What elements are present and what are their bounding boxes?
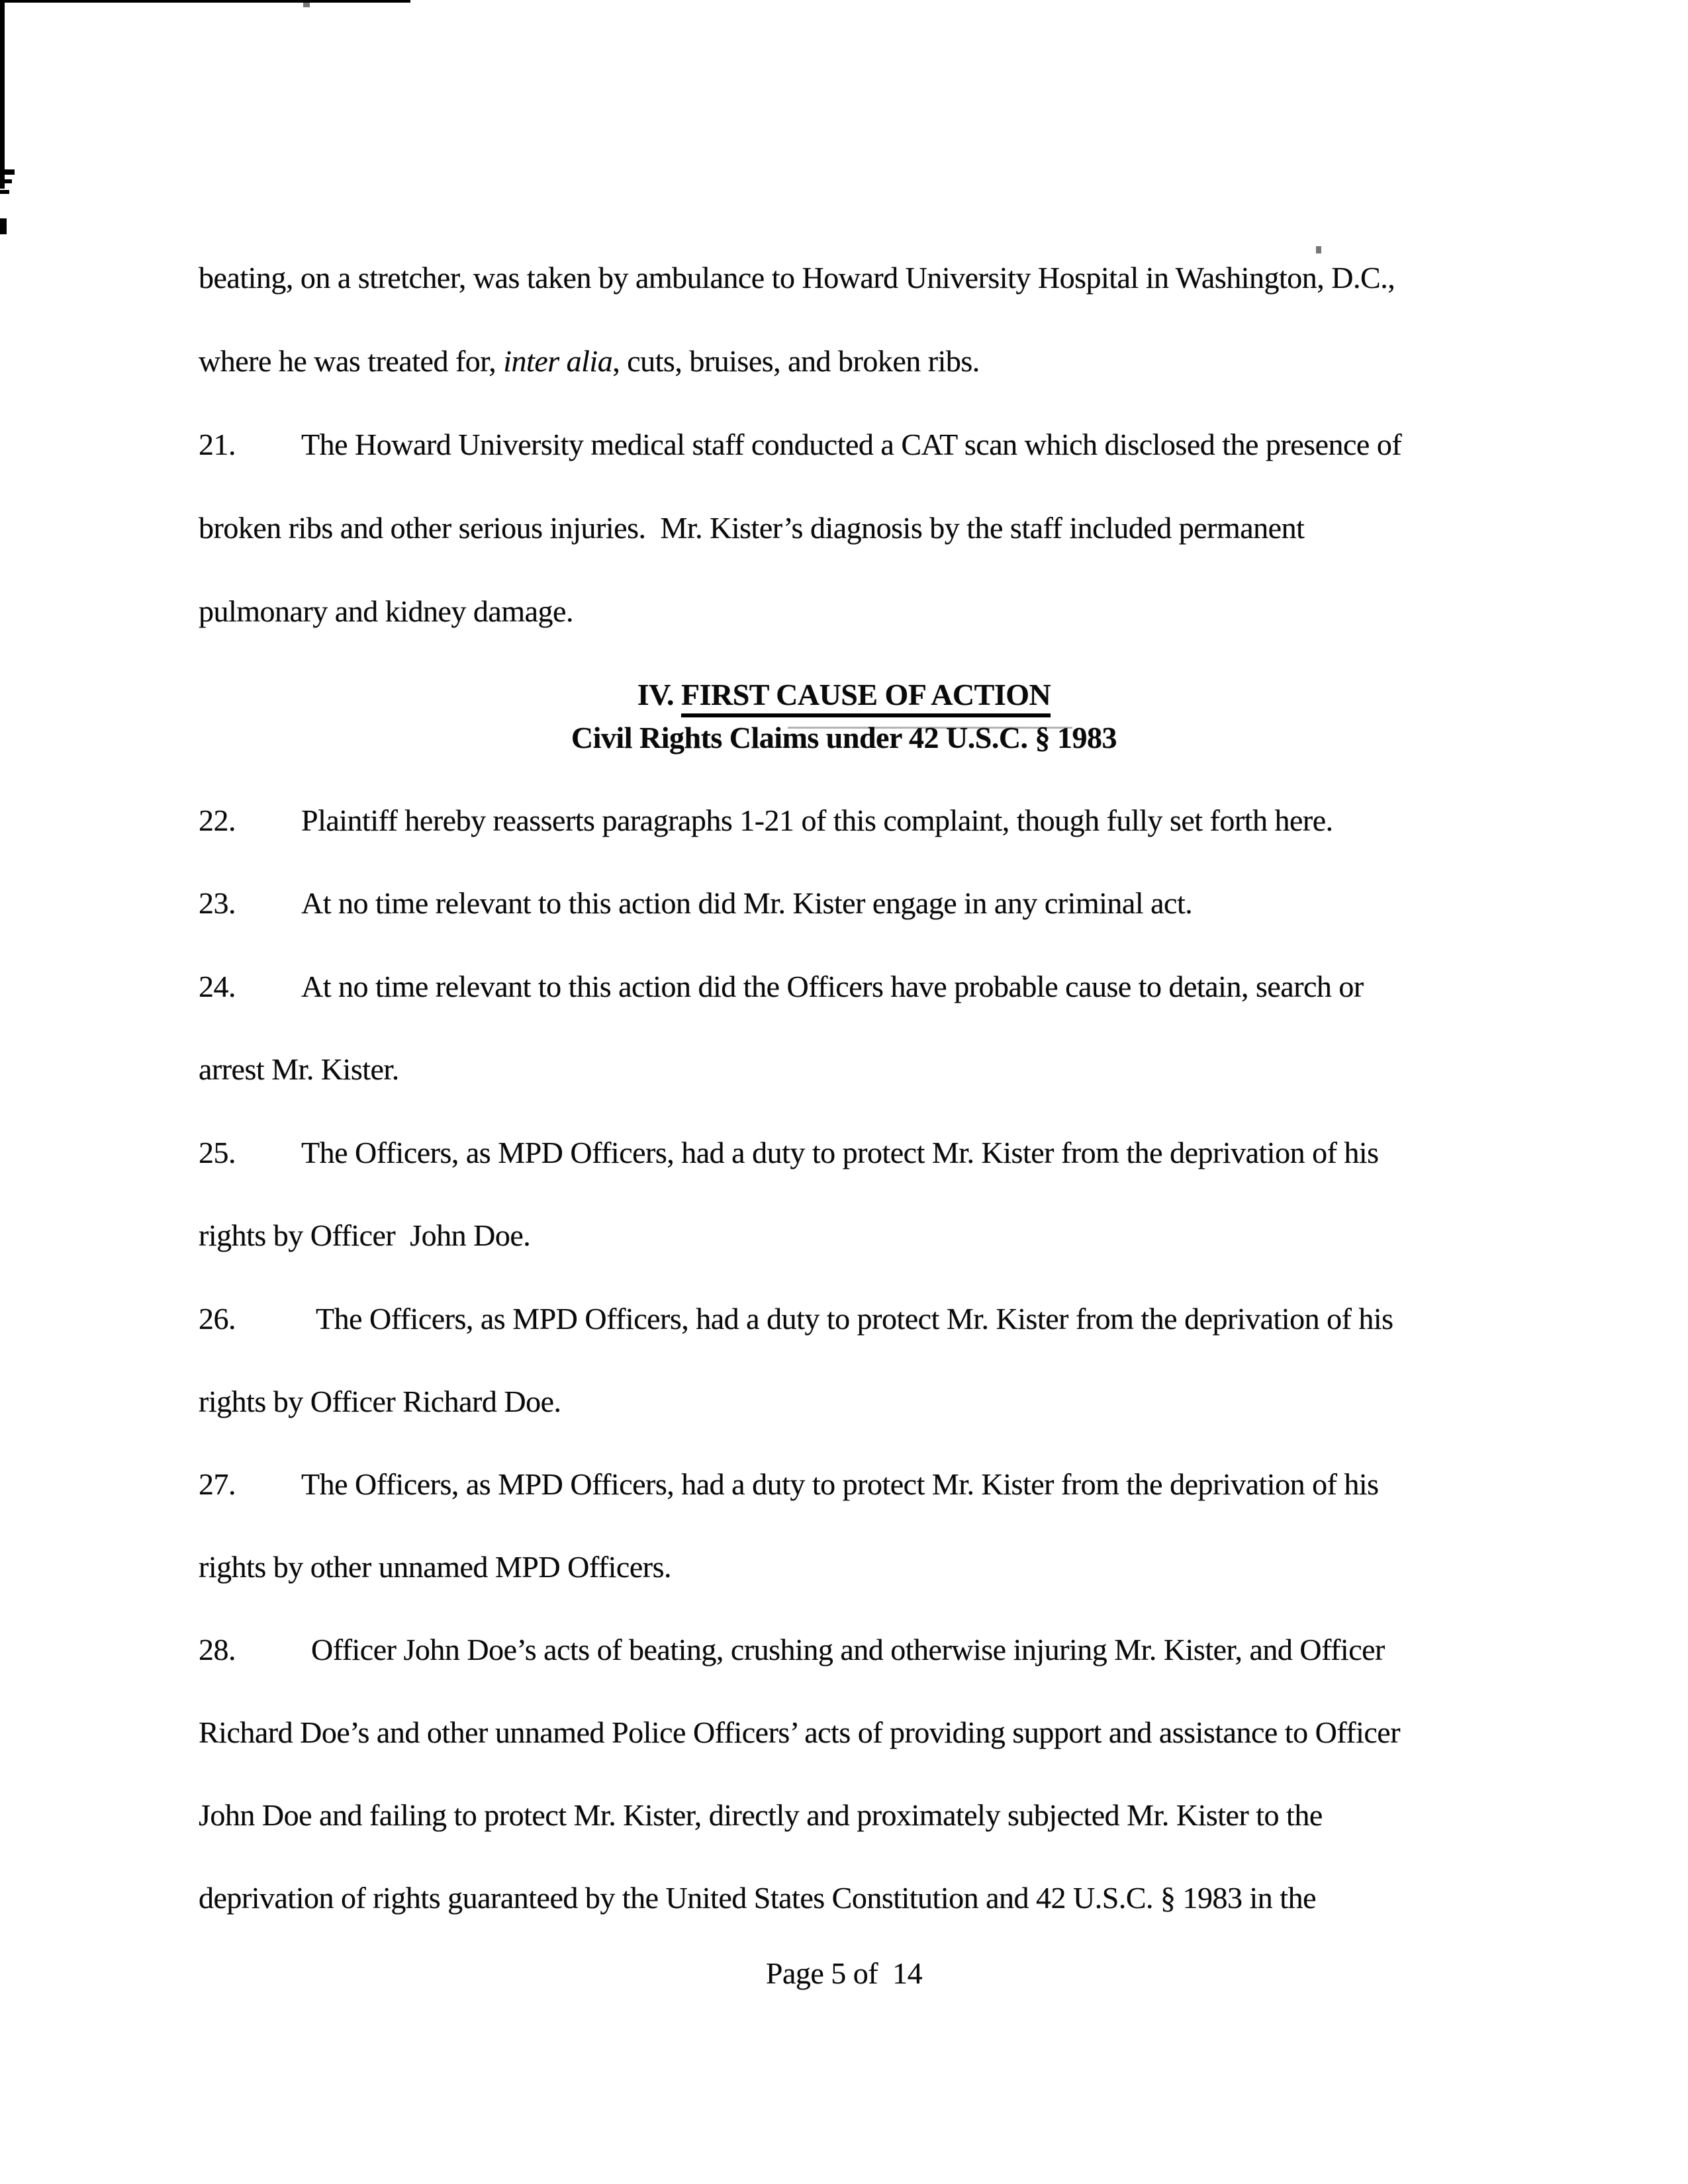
scan-artifact-top-edge bbox=[0, 0, 410, 3]
line-text: The Officers, as MPD Officers, had a duty to protect Mr. Kister from the deprivation of his bbox=[301, 1467, 1379, 1501]
line-text: Richard Doe’s and other unnamed Police Officers’ acts of providing support and assistance to Officer bbox=[199, 1715, 1401, 1749]
paragraph-number: 24. bbox=[199, 970, 236, 1003]
line-text: rights by Officer Richard Doe. bbox=[199, 1385, 561, 1418]
body-line bbox=[199, 1880, 1316, 1917]
body-line bbox=[199, 885, 1192, 922]
line-text: arrest Mr. Kister. bbox=[199, 1052, 399, 1086]
line-text: beating, on a stretcher, was taken by ambulance to Howard University Hospital in Washington, D.C., bbox=[199, 261, 1395, 295]
body-line bbox=[199, 1217, 530, 1254]
line-text: deprivation of rights guaranteed by the United States Constitution and 42 U.S.C. § 1983 in the bbox=[199, 1881, 1316, 1915]
heading-numeral: IV. bbox=[637, 678, 681, 711]
section-heading bbox=[0, 676, 1688, 713]
line-text: At no time relevant to this action did the Officers have probable cause to detain, search or bbox=[301, 970, 1364, 1003]
body-line bbox=[199, 1134, 1379, 1171]
scan-artifact-left-edge bbox=[0, 0, 5, 189]
body-line bbox=[199, 968, 1364, 1005]
heading-title-underlined: FIRST CAUSE OF ACTION bbox=[681, 678, 1051, 717]
line-text: rights by other unnamed MPD Officers. bbox=[199, 1550, 671, 1584]
body-line bbox=[199, 259, 1395, 296]
page-indicator: Page 5 of 14 bbox=[765, 1956, 923, 1990]
subheading-text: Civil Rights Claims under 42 U.S.C. § 1983 bbox=[571, 721, 1117, 754]
line-text: where he was treated for, bbox=[199, 344, 504, 378]
scan-artifact-smudge bbox=[0, 179, 12, 183]
line-text: At no time relevant to this action did Mr. Kister engage in any criminal act. bbox=[301, 886, 1193, 920]
scan-artifact-speck bbox=[1316, 246, 1321, 253]
scan-artifact-speck bbox=[303, 3, 310, 7]
line-text: Plaintiff hereby reasserts paragraphs 1-21 of this complaint, though fully set forth here. bbox=[301, 803, 1333, 837]
body-line bbox=[199, 510, 1304, 547]
line-text: pulmonary and kidney damage. bbox=[199, 594, 573, 628]
paragraph-number: 26. bbox=[199, 1302, 236, 1336]
body-line bbox=[199, 1383, 561, 1420]
paragraph-number: 22. bbox=[199, 803, 236, 837]
line-text: broken ribs and other serious injuries. Mr. Kister’s diagnosis by the staff included permanent bbox=[199, 511, 1305, 545]
latin-phrase-italic: inter alia bbox=[503, 344, 613, 378]
body-line bbox=[199, 802, 1333, 839]
body-line bbox=[199, 593, 573, 630]
scan-artifact-smudge bbox=[0, 218, 7, 234]
scan-artifact-smudge bbox=[0, 190, 9, 194]
body-line bbox=[199, 1051, 399, 1088]
line-text: rights by Officer John Doe. bbox=[199, 1218, 531, 1252]
body-line bbox=[199, 1797, 1323, 1834]
body-line bbox=[199, 426, 1401, 463]
section-subheading bbox=[0, 719, 1688, 756]
paragraph-number: 25. bbox=[199, 1136, 236, 1169]
line-text: , cuts, bruises, and broken ribs. bbox=[612, 344, 980, 378]
body-line bbox=[199, 343, 980, 380]
line-text: The Officers, as MPD Officers, had a duty to protect Mr. Kister from the deprivation of his bbox=[316, 1302, 1393, 1336]
body-line bbox=[199, 1300, 1393, 1338]
page-number-footer bbox=[0, 1955, 1688, 1992]
paragraph-number: 28. bbox=[199, 1633, 236, 1666]
line-text: John Doe and failing to protect Mr. Kister, directly and proximately subjected Mr. Kister to the bbox=[199, 1798, 1323, 1832]
scan-artifact-smudge bbox=[0, 169, 15, 175]
line-text: The Howard University medical staff conducted a CAT scan which disclosed the presence of bbox=[301, 428, 1402, 461]
body-line bbox=[199, 1631, 1385, 1668]
paragraph-number: 21. bbox=[199, 428, 236, 461]
body-line bbox=[199, 1466, 1379, 1503]
paragraph-number: 27. bbox=[199, 1467, 236, 1501]
paragraph-number: 23. bbox=[199, 886, 236, 920]
body-line bbox=[199, 1714, 1400, 1751]
body-line bbox=[199, 1549, 671, 1586]
line-text: Officer John Doe’s acts of beating, crushing and otherwise injuring Mr. Kister, and Officer bbox=[311, 1633, 1385, 1666]
line-text: The Officers, as MPD Officers, had a duty to protect Mr. Kister from the deprivation of his bbox=[301, 1136, 1379, 1169]
